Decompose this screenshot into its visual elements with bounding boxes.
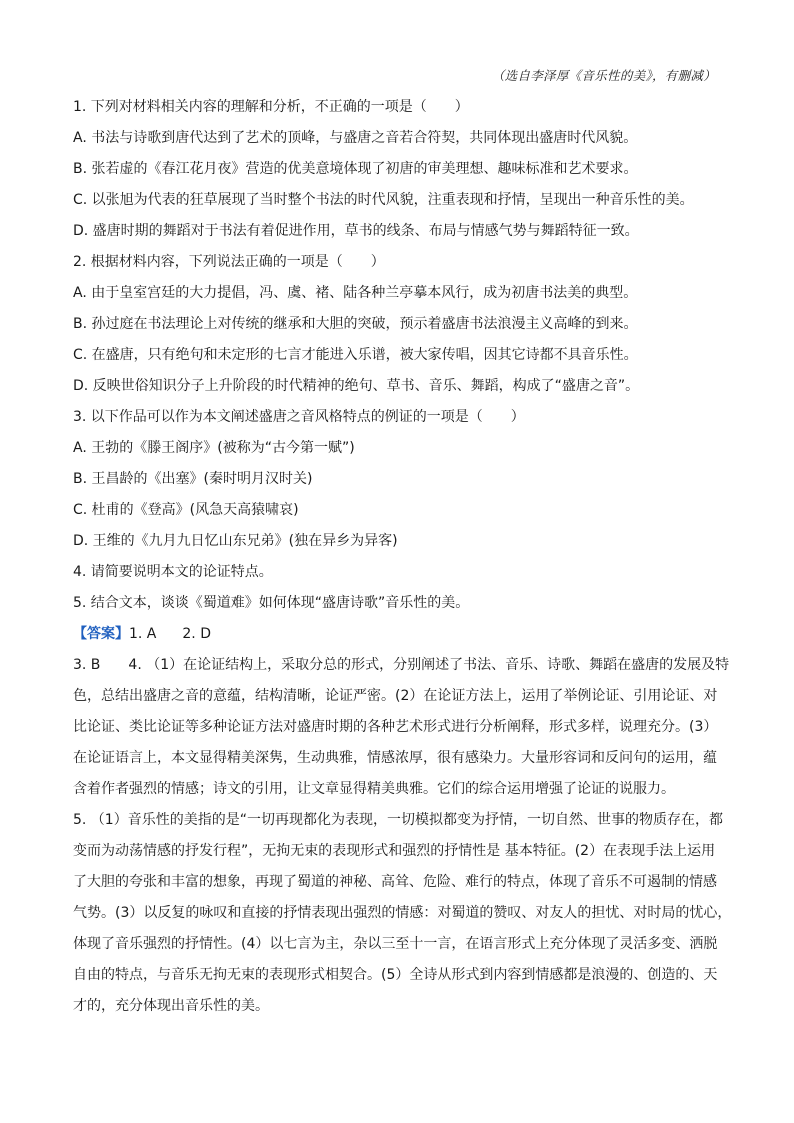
answer-5-line: 5. （1）音乐性的美指的是“一切再现都化为表现，一切模拟都变为抒情，一切自然、世事的物质存在，都 <box>73 812 723 828</box>
question-2-stem: 2. 根据材料内容，下列说法正确的一项是（ ） <box>73 254 385 270</box>
answer-1: 1. A <box>129 626 157 642</box>
answer-3-4-line: 色，总结出盛唐之音的意蕴，结构清晰，论证严密。(2）在论证方法上，运用了举例论证、引用论证、对 <box>73 688 718 704</box>
answer-5-paragraph <box>73 810 732 1027</box>
answer-3-4-line: 比论证、类比论证等多种论证方法对盛唐时期的各种艺术形式进行分析阐释，形式多样，说理充分。(3） <box>73 719 718 735</box>
answer-3-4-line: 3. B 4. （1）在论证结构上，采取分总的形式，分别阐述了书法、音乐、诗歌、舞蹈在盛唐的发展及特 <box>73 657 730 673</box>
question-5-stem: 5. 结合文本，谈谈《蜀道难》如何体现“盛唐诗歌”音乐性的美。 <box>73 595 470 611</box>
answer-5-line: 气势。(3）以反复的咏叹和直接的抒情表现出强烈的情感：对蜀道的赞叹、对友人的担忧、对时局的忧心， <box>73 905 732 921</box>
document-body <box>73 97 732 1027</box>
question-2-option-b: B. 孙过庭在书法理论上对传统的继承和大胆的突破，预示着盛唐书法浪漫主义高峰的到来。 <box>73 316 638 332</box>
question-1-option-a: A. 书法与诗歌到唐代达到了艺术的顶峰，与盛唐之音若合符契，共同体现出盛唐时代风貌。 <box>73 130 638 146</box>
answer-5-line: 体现了音乐强烈的抒情性。(4）以七言为主，杂以三至十一言，在语言形式上充分体现了灵活多变、洒脱 <box>73 936 718 952</box>
question-2-option-c: C. 在盛唐，只有绝句和未定形的七言才能进入乐谱，被大家传唱，因其它诗都不具音乐性。 <box>73 347 638 363</box>
question-2-option-a: A. 由于皇室宫廷的大力提倡，冯、虞、褚、陆各种兰亭摹本风行，成为初唐书法美的典型。 <box>73 285 638 301</box>
answer-5-line: 才的，充分体现出音乐性的美。 <box>73 998 269 1014</box>
question-1-stem: 1. 下列对材料相关内容的理解和分析，不正确的一项是（ ） <box>73 99 469 115</box>
question-3-option-a: A. 王勃的《滕王阁序》(被称为“古今第一赋”) <box>73 440 355 456</box>
question-3-stem: 3. 以下作品可以作为本文阐述盛唐之音风格特点的例证的一项是（ ） <box>73 409 525 425</box>
answer-3-4-line: 含着作者强烈的情感；诗文的引用，让文章显得精美典雅。它们的综合运用增强了论证的说服力。 <box>73 781 675 797</box>
answer-5-line: 自由的特点，与音乐无拘无束的表现形式相契合。(5）全诗从形式到内容到情感都是浪漫的、创造的、天 <box>73 967 718 983</box>
answer-2: 2. D <box>182 626 211 642</box>
answer-3-4-paragraph <box>73 655 730 810</box>
answer-header <box>73 624 721 655</box>
question-3-option-b: B. 王昌龄的《出塞》(秦时明月汉时关) <box>73 471 313 487</box>
answer-5-line: 变而为动荡情感的抒发行程”，无拘无束的表现形式和强烈的抒情性是 基本特征。(2）在表现手法上运用 <box>73 843 716 859</box>
question-4-stem: 4. 请简要说明本文的论证特点。 <box>73 564 273 580</box>
question-1-option-d: D. 盛唐时期的舞蹈对于书法有着促进作用，草书的线条、布局与情感气势与舞蹈特征一致。 <box>73 223 639 239</box>
question-1-option-b: B. 张若虚的《春江花月夜》营造的优美意境体现了初唐的审美理想、趣味标准和艺术要求。 <box>73 161 638 177</box>
answer-5-line: 了大胆的夸张和丰富的想象，再现了蜀道的神秘、高耸、危险、难行的特点，体现了音乐不可遏制的情感 <box>73 874 717 890</box>
question-1-option-c: C. 以张旭为代表的狂草展现了当时整个书法的时代风貌，注重表现和抒情，呈现出一种音乐性的美。 <box>73 192 694 208</box>
answer-3-4-line: 在论证语言上，本文显得精美深隽，生动典雅，情感浓厚，很有感染力。大量形容词和反问句的运用，蕴 <box>73 750 717 766</box>
question-2-option-d: D. 反映世俗知识分子上升阶段的时代精神的绝句、草书、音乐、舞蹈，构成了“盛唐之音”。 <box>73 378 640 394</box>
source-citation: （选自李泽厚《音乐性的美》，有删减） <box>491 68 716 83</box>
question-3-option-c: C. 杜甫的《登高》(风急天高猿啸哀) <box>73 502 299 518</box>
answer-label: 【答案】 <box>73 626 129 642</box>
question-3-option-d: D. 王维的《九月九日忆山东兄弟》(独在异乡为异客) <box>73 533 398 549</box>
